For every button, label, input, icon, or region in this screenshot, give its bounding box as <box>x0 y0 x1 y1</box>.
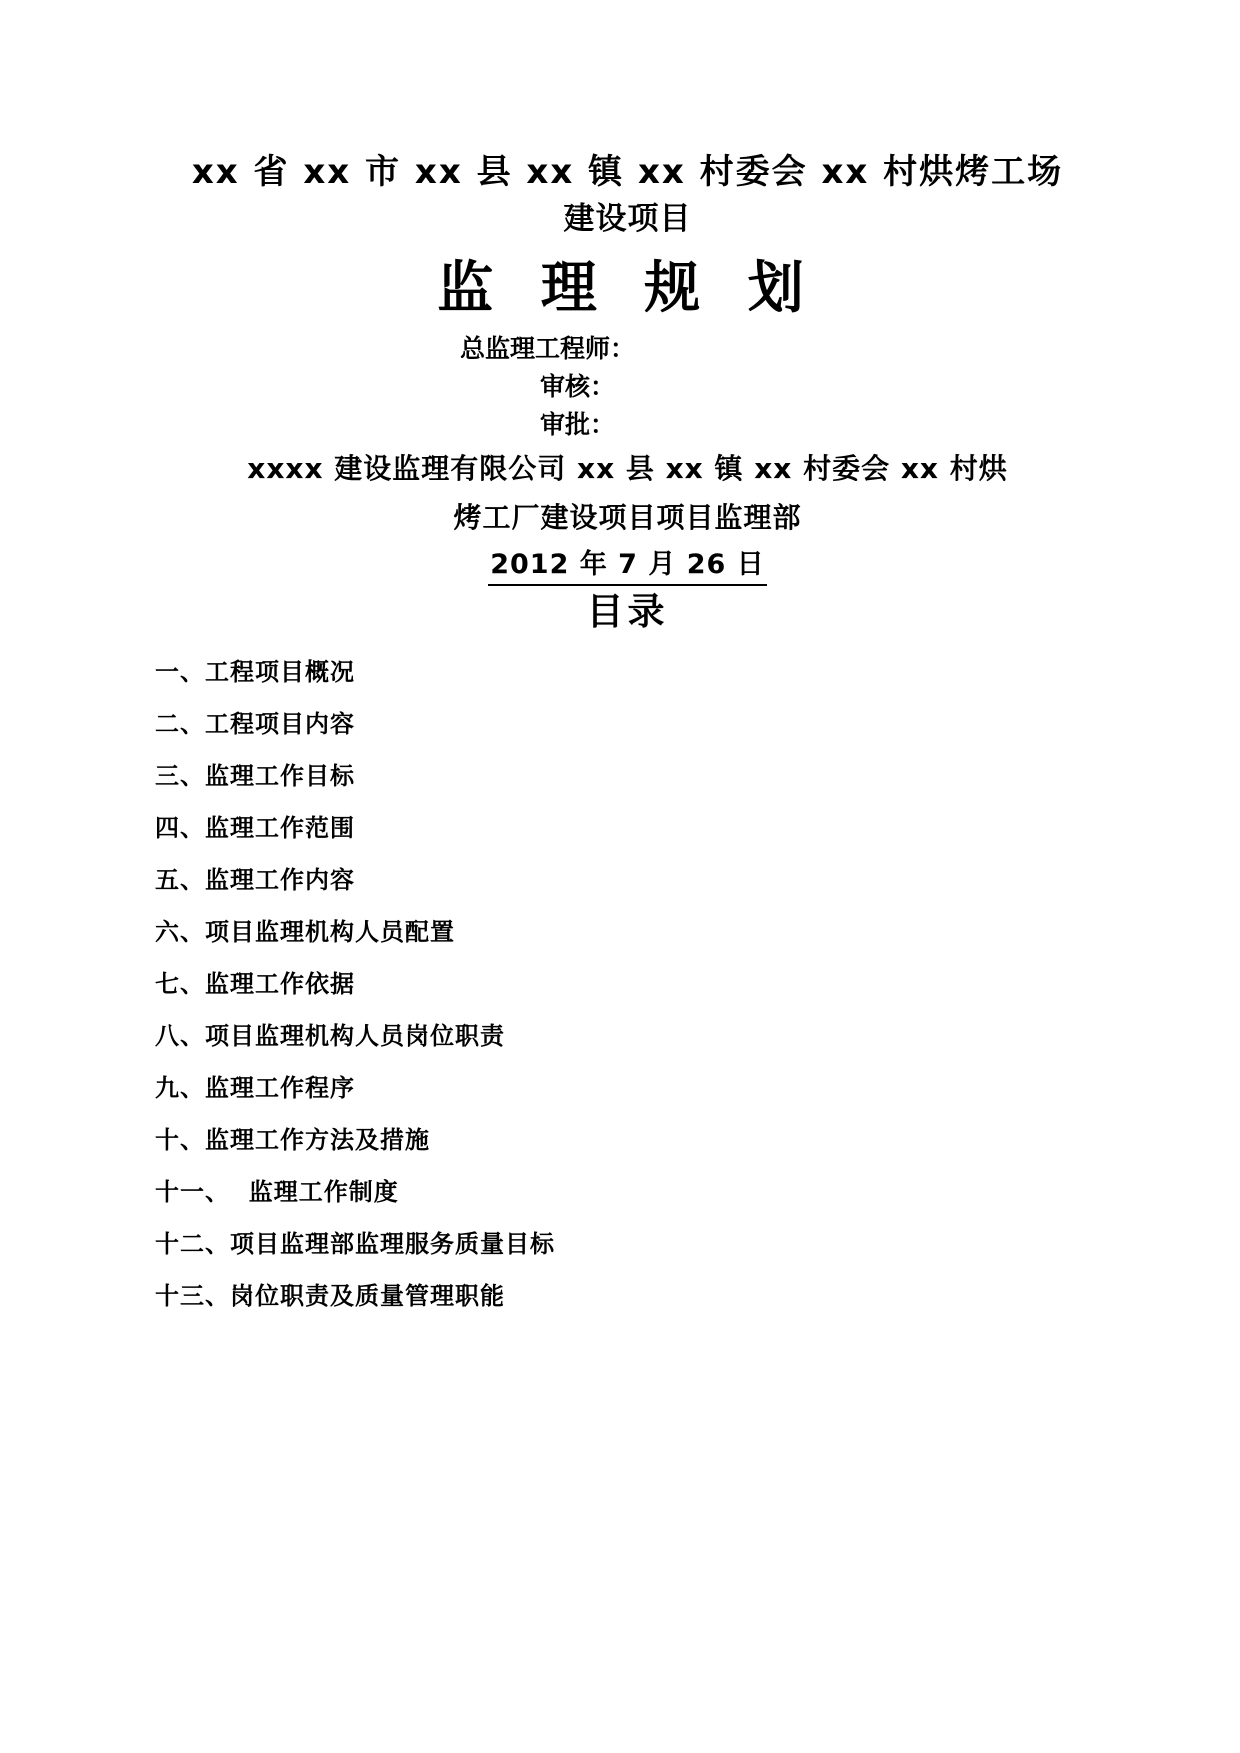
toc-item[interactable]: 七、监理工作依据 <box>155 970 355 999</box>
toc-item[interactable]: 六、项目监理机构人员配置 <box>155 918 455 947</box>
document-date: 2012 年 7 月 26 日 <box>488 546 767 587</box>
signature-reviewer: 审核： <box>539 371 615 401</box>
project-title-line-1: xx 省 xx 市 xx 县 xx 镇 xx 村委会 xx 村烘烤工场 <box>191 152 1064 192</box>
toc-item[interactable]: 八、项目监理机构人员岗位职责 <box>155 1022 505 1051</box>
toc-item[interactable]: 一、工程项目概况 <box>155 658 355 687</box>
document-date-wrapper <box>155 546 1100 587</box>
organization-line-1: xxxx 建设监理有限公司 xx 县 xx 镇 xx 村委会 xx 村烘 <box>247 451 1008 485</box>
toc-list <box>155 646 1100 1322</box>
toc-item[interactable]: 十二、项目监理部监理服务质量目标 <box>155 1230 555 1259</box>
toc-item[interactable]: 五、监理工作内容 <box>155 866 355 895</box>
toc-item[interactable]: 十三、岗位职责及质量管理职能 <box>155 1282 505 1311</box>
organization-line-2: 烤工厂建设项目项目监理部 <box>453 500 802 534</box>
toc-item[interactable]: 十、监理工作方法及措施 <box>155 1126 430 1155</box>
toc-item[interactable]: 九、监理工作程序 <box>155 1074 355 1103</box>
toc-item[interactable]: 十一、 监理工作制度 <box>155 1178 399 1207</box>
toc-item[interactable]: 二、工程项目内容 <box>155 710 355 739</box>
toc-heading: 目录 <box>586 590 669 634</box>
signature-chief-engineer: 总监理工程师： <box>459 333 635 363</box>
toc-item[interactable]: 三、监理工作目标 <box>155 762 355 791</box>
toc-item[interactable]: 四、监理工作范围 <box>155 814 355 843</box>
project-title-line-2: 建设项目 <box>563 200 692 237</box>
signature-approver: 审批： <box>539 409 615 439</box>
document-type-title: 监 理 规 划 <box>437 256 818 322</box>
